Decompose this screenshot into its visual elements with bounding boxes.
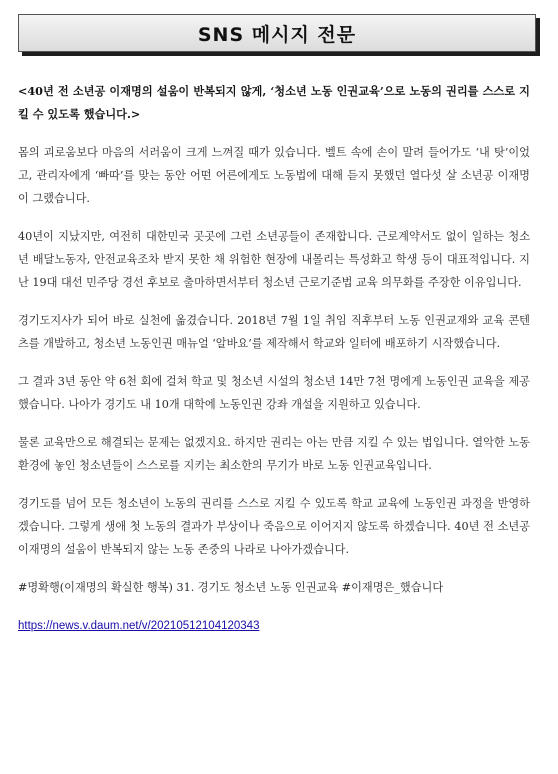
- title-banner: [18, 14, 536, 52]
- paragraph-1: 몸의 괴로움보다 마음의 서러움이 크게 느껴질 때가 있습니다. 벨트 속에 손이 말려 들어가도 ‘내 탓’이었고, 관리자에게 ‘빠따’를 맞는 동안 어떤 어른에게도 노동법에 대해 듣지 못했던 열다섯 살 소년공 이재명이 그랬습니다.: [18, 146, 530, 205]
- paragraph-3: 경기도지사가 되어 바로 실천에 옮겼습니다. 2018년 7월 1일 취임 직후부터 노동 인권교재와 교육 콘텐츠를 개발하고, 청소년 노동인권 매뉴얼 ‘알바요’를 제작해서 학교와 일터에 배포하기 시작했습니다.: [18, 314, 530, 350]
- page-title: SNS 메시지 전문: [197, 23, 357, 46]
- paragraph-6: 경기도를 넘어 모든 청소년이 노동의 권리를 스스로 지킬 수 있도록 학교 교육에 노동인권 과정을 반영하겠습니다. 그렇게 생애 첫 노동의 결과가 부상이나 죽음으로 이어지지 않도록 하겠습니다. 40년 전 소년공 이재명의 설움이 반복되지 않는 노동 존중의 나라로 나아가겠습니다.: [18, 497, 530, 556]
- paragraph-4: 그 결과 3년 동안 약 6천 회에 걸쳐 학교 및 청소년 시설의 청소년 14만 7천 명에게 노동인권 교육을 제공했습니다. 나아가 경기도 내 10개 대학에 노동인권 강좌 개설을 지원하고 있습니다.: [18, 375, 530, 411]
- source-link[interactable]: https://news.v.daum.net/v/20210512104120343: [18, 620, 260, 632]
- hashtags: #명확행(이재명의 확실한 행복) 31. 경기도 청소년 노동 인권교육 #이재명은_했습니다: [18, 581, 444, 594]
- paragraph-2: 40년이 지났지만, 여전히 대한민국 곳곳에 그런 소년공들이 존재합니다. 근로계약서도 없이 일하는 청소년 배달노동자, 안전교육조차 받지 못한 채 위험한 현장에 내몰리는 특성화고 학생 등이 대표적입니다. 지난 19대 대선 민주당 경선 후보로 출마하면서부터 청소년 근로기준법 교육 의무화를 주장한 이유입니다.: [18, 230, 530, 289]
- paragraph-5: 물론 교육만으로 해결되는 문제는 없겠지요. 하지만 권리는 아는 만큼 지킬 수 있는 법입니다. 열악한 노동환경에 놓인 청소년들이 스스로를 지키는 최소한의 무기가 바로 노동 인권교육입니다.: [18, 436, 530, 472]
- article-body: [18, 80, 530, 635]
- article-subtitle: <40년 전 소년공 이재명의 설움이 반복되지 않게, ‘청소년 노동 인권교육’으로 노동의 권리를 스스로 지킬 수 있도록 했습니다.>: [18, 84, 530, 121]
